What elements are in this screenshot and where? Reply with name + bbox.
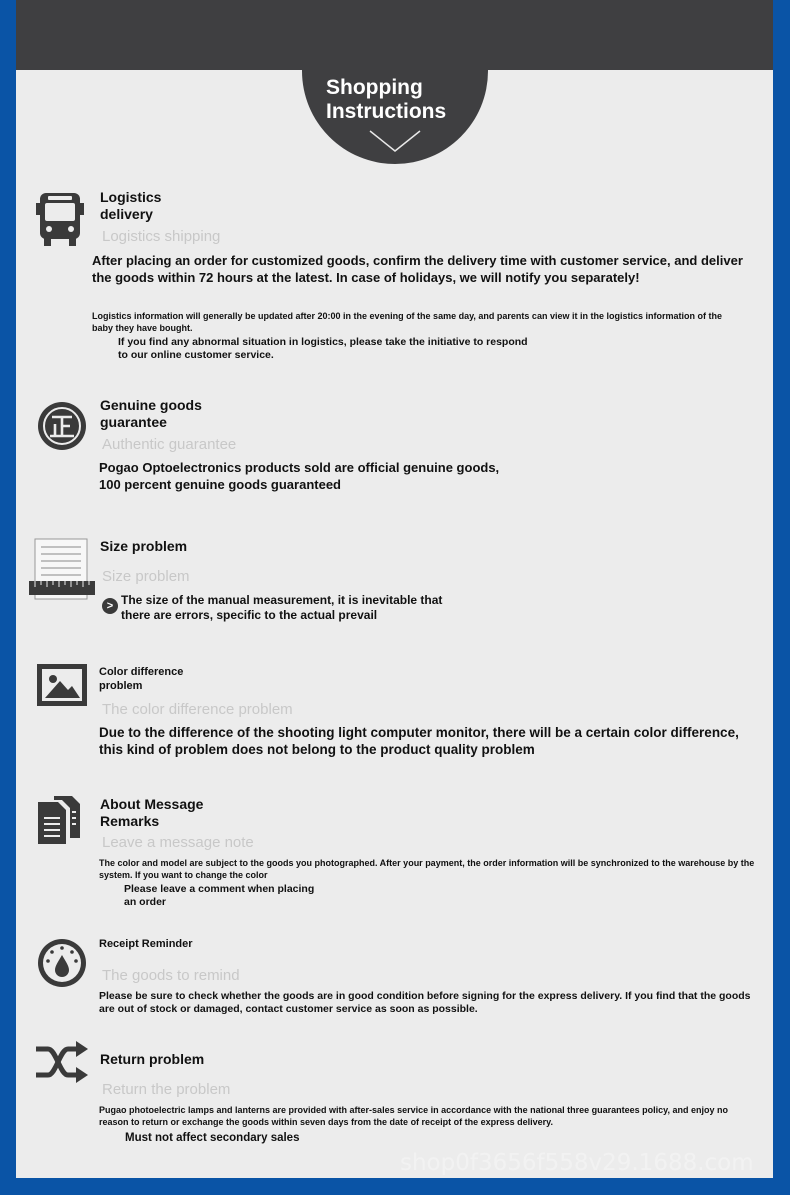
page-title: Shopping Instructions: [326, 76, 447, 123]
section-subtitle-genuine: Authentic guarantee: [102, 436, 237, 453]
section-subtitle-remarks: Leave a message note: [102, 834, 254, 851]
section-title-color: Color difference problem: [99, 666, 184, 692]
section-note-remarks: The color and model are subject to the goods you photographed. After your payment, the order information will be synchronized to the warehouse by the system. If you want to change the color: [99, 858, 755, 880]
section-title-size: Size problem: [100, 538, 188, 554]
section-title-remarks: About Message Remarks: [100, 796, 204, 829]
section-text-receipt: Please be sure to check whether the goods are in good condition before signing for the express delivery. If you find that the goods are out of stock or damaged, contact customer service as soon as possible.: [99, 990, 751, 1015]
section-title-logistics: Logistics delivery: [100, 189, 162, 222]
section-title-receipt: Receipt Reminder: [99, 938, 193, 950]
section-title-return: Return problem: [100, 1051, 205, 1067]
section-text-logistics: After placing an order for customized goods, confirm the delivery time with customer service, and deliver the goods within 72 hours at the latest. In case of holidays, we will notify you separately!: [92, 253, 743, 285]
section-subtitle-color: The color difference problem: [102, 701, 293, 718]
section-subtitle-return: Return the problem: [102, 1081, 231, 1098]
section-note2-return: Must not affect secondary sales: [125, 1132, 300, 1144]
section-title-genuine: Genuine goods guarantee: [100, 397, 202, 430]
chevron-down-icon: [368, 128, 422, 154]
section-text-genuine: Pogao Optoelectronics products sold are official genuine goods, 100 percent genuine goods guaranteed: [99, 460, 500, 492]
section-subtitle-size: Size problem: [102, 568, 190, 585]
section-note2-remarks: Please leave a comment when placing an order: [124, 883, 315, 908]
section-note-logistics: Logistics information will generally be updated after 20:00 in the evening of the same day, and parents can view it in the logistics information of the baby they have bought.: [92, 311, 722, 333]
section-note-return: Pugao photoelectric lamps and lanterns are provided with after-sales service in accordance with the national three guarantees policy, and enjoy no reason to return or exchange the goods within seven days from the date of receipt of the express delivery.: [99, 1105, 729, 1127]
zheng-seal-icon: [36, 400, 88, 452]
documents-icon: [36, 794, 88, 846]
bus-icon: [36, 191, 84, 247]
shop-watermark: shop0f3656f558v29.1688.com: [400, 1150, 754, 1176]
shuffle-icon: [34, 1039, 90, 1085]
section-text-size: The size of the manual measurement, it is inevitable that there are errors, specific to the actual prevail: [121, 593, 443, 622]
ruler-document-icon: [29, 537, 95, 603]
instructions-panel: [16, 0, 773, 1178]
section-subtitle-receipt: The goods to remind: [102, 967, 240, 984]
section-text-color: Due to the difference of the shooting light computer monitor, there will be a certain color difference, this kind of problem does not belong to the product quality problem: [99, 725, 739, 757]
section-note2-logistics: If you find any abnormal situation in logistics, please take the initiative to respond to our online customer service.: [118, 336, 528, 361]
arrow-right-icon: >: [102, 598, 118, 614]
picture-icon: [36, 663, 88, 707]
section-subtitle-logistics: Logistics shipping: [102, 228, 221, 245]
header-badge: [302, 0, 488, 164]
gauge-drop-icon: [36, 937, 88, 989]
